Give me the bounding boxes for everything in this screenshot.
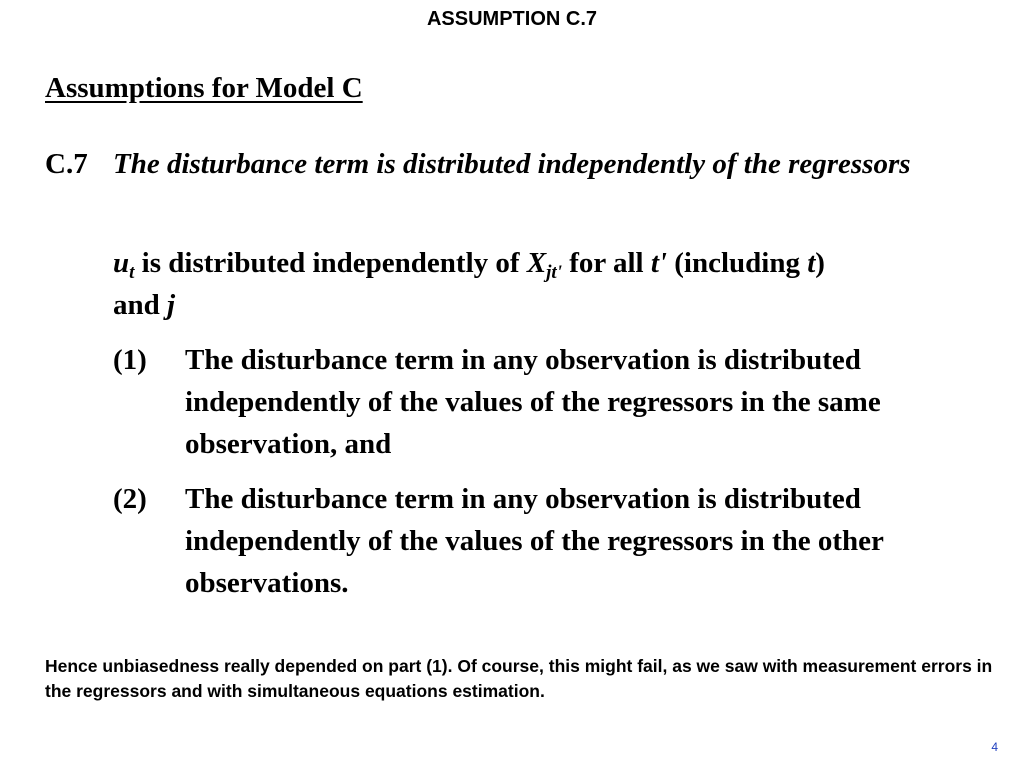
x-subscript: jt' [546,262,562,283]
restatement-part2: for all [569,247,644,279]
assumption-label: C.7 [45,148,88,180]
t-prime-symbol: t' [650,247,667,279]
point-1-number: (1) [113,344,147,376]
point-1-text: The disturbance term in any observation is distributed independently of the values of the regressors in the same observation, and [185,344,881,460]
restatement-part4: ) [815,247,825,279]
restatement-part5: and [113,289,160,321]
point-2-text: The disturbance term in any observation is distributed independently of the values of the regressors in the other observations. [185,483,884,599]
section-title: Assumptions for Model C [45,72,363,104]
slide-header: ASSUMPTION C.7 [426,8,598,30]
t-symbol: t [807,247,816,279]
u-subscript: t [129,262,135,283]
footnote: Hence unbiasedness really depended on part (1). Of course, this might fail, as we saw with measurement errors in the regressors and with simultaneous equations estimation. [45,656,993,701]
x-symbol: X [526,247,547,279]
assumption-restatement [113,242,973,326]
j-symbol: j [167,289,176,321]
restatement-part1: is distributed independently of [141,247,520,279]
restatement-part3: (including [674,247,800,279]
u-symbol: u [113,247,130,279]
assumption-statement: The disturbance term is distributed independently of the regressors [113,148,911,180]
page-number: 4 [991,740,998,754]
point-2-number: (2) [113,483,147,515]
